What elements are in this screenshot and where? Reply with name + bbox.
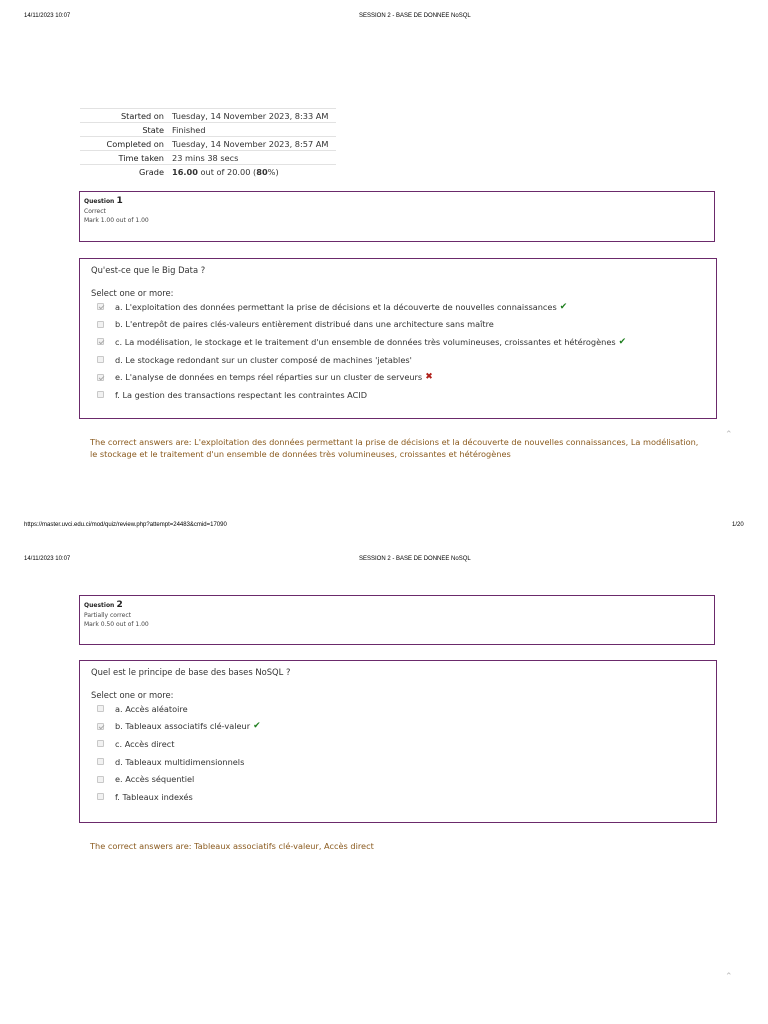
answer-prompt: Select one or more: — [91, 690, 174, 700]
option-text: e. L'analyse de données en temps réel réparties sur un cluster de serveurs — [115, 372, 423, 383]
answer-checkbox[interactable] — [97, 303, 104, 310]
summary-value: Tuesday, 14 November 2023, 8:57 AM — [172, 139, 329, 149]
grade-out-of: out of 20.00 ( — [197, 167, 257, 177]
feedback-line: le stockage et le traitement d'un ensemble de données très volumineuses, croissantes et hétérogènes — [90, 449, 511, 459]
option-text: a. Accès aléatoire — [115, 703, 188, 714]
answer-checkbox[interactable] — [97, 356, 104, 363]
summary-value — [170, 165, 336, 179]
answer-checkbox[interactable] — [97, 793, 104, 800]
option-text: f. La gestion des transactions respectant les contraintes ACID — [115, 389, 368, 400]
print-datetime: 14/11/2023 10:07 — [24, 556, 71, 562]
answer-option[interactable] — [91, 316, 716, 334]
question-grade: Mark 0.50 out of 1.00 — [84, 621, 149, 628]
correct-answer-feedback — [90, 436, 710, 460]
question-content-box — [79, 660, 717, 823]
answer-checkbox[interactable] — [97, 723, 104, 730]
question-number: Question 2 — [84, 600, 123, 610]
summary-row-grade — [80, 165, 336, 179]
answer-option[interactable] — [91, 770, 716, 788]
chevron-up-icon[interactable]: ⌃ — [725, 430, 733, 440]
chevron-up-icon[interactable]: ⌃ — [725, 972, 733, 982]
answer-option[interactable] — [91, 718, 716, 736]
summary-value: Tuesday, 14 November 2023, 8:33 AM — [172, 111, 329, 121]
question-grade: Mark 1.00 out of 1.00 — [84, 217, 149, 224]
summary-label: Completed on — [106, 139, 164, 149]
answer-checkbox[interactable] — [97, 391, 104, 398]
answer-option[interactable] — [91, 333, 716, 351]
answer-option[interactable] — [91, 753, 716, 771]
feedback-line: The correct answers are: Tableaux associatifs clé-valeur, Accès direct — [90, 841, 374, 851]
answer-option[interactable] — [91, 788, 716, 806]
summary-value: Finished — [172, 125, 206, 135]
answer-option[interactable] — [91, 368, 716, 386]
option-text: e. Accès séquentiel — [115, 774, 195, 785]
summary-label: Started on — [120, 111, 164, 121]
summary-label: Time taken — [118, 153, 164, 163]
option-text: a. L'exploitation des données permettant la prise de décisions et la découverte de nouvelles connaissances — [115, 301, 557, 312]
feedback-line: The correct answers are: L'exploitation des données permettant la prise de décisions et la découverte de nouvelles connaissances, La modélisation, — [90, 437, 699, 447]
question-content-box — [79, 258, 717, 419]
print-page-number: 1/20 — [732, 522, 744, 528]
option-text: c. La modélisation, le stockage et le traitement d'un ensemble de données très volumineuses, croissantes et hétérogènes — [115, 336, 616, 347]
question-state: Partially correct — [84, 612, 131, 619]
question-info-box — [79, 191, 715, 242]
option-text: c. Accès direct — [115, 738, 175, 749]
option-text: d. Tableaux multidimensionnels — [115, 756, 245, 767]
answer-prompt: Select one or more: — [91, 288, 174, 298]
question-info-box — [79, 595, 715, 645]
attempt-summary-table — [80, 108, 336, 178]
answer-option[interactable] — [91, 735, 716, 753]
print-datetime: 14/11/2023 10:07 — [24, 13, 71, 19]
option-text: b. L'entrepôt de paires clés-valeurs entièrement distribué dans une architecture sans maître — [115, 319, 494, 330]
print-title: SESSION 2 - BASE DE DONNEE NoSQL — [359, 13, 471, 19]
summary-row-completed — [80, 137, 336, 151]
answer-checkbox[interactable] — [97, 740, 104, 747]
answer-options — [91, 700, 716, 806]
grade-percent: 80 — [256, 167, 268, 177]
option-text: f. Tableaux indexés — [115, 791, 193, 802]
print-title: SESSION 2 - BASE DE DONNEE NoSQL — [359, 556, 471, 562]
summary-label: State — [142, 125, 164, 135]
answer-option[interactable] — [91, 351, 716, 369]
check-icon: ✔ — [559, 301, 568, 312]
cross-icon: ✖ — [425, 372, 433, 383]
answer-checkbox[interactable] — [97, 374, 104, 381]
question-text: Quel est le principe de base des bases NoSQL ? — [91, 667, 291, 677]
answer-option[interactable] — [91, 298, 716, 316]
question-state: Correct — [84, 208, 106, 215]
answer-checkbox[interactable] — [97, 321, 104, 328]
answer-option[interactable] — [91, 386, 716, 404]
summary-row-time-taken — [80, 151, 336, 165]
question-text: Qu'est-ce que le Big Data ? — [91, 265, 206, 275]
answer-options — [91, 298, 716, 404]
summary-row-started — [80, 109, 336, 123]
summary-value: 23 mins 38 secs — [172, 153, 239, 163]
answer-option[interactable] — [91, 700, 716, 718]
check-icon: ✔ — [618, 336, 627, 347]
print-url: https://master.uvci.edu.ci/mod/quiz/review.php?attempt=24483&cmid=17090 — [24, 522, 227, 528]
question-number: Question 1 — [84, 196, 123, 206]
correct-answer-feedback — [90, 840, 710, 852]
answer-checkbox[interactable] — [97, 338, 104, 345]
answer-checkbox[interactable] — [97, 776, 104, 783]
answer-checkbox[interactable] — [97, 758, 104, 765]
option-text: b. Tableaux associatifs clé-valeur — [115, 721, 251, 732]
grade-score: 16.00 — [172, 167, 198, 177]
summary-label: Grade — [139, 167, 164, 177]
option-text: d. Le stockage redondant sur un cluster composé de machines 'jetables' — [115, 354, 412, 365]
check-icon: ✔ — [253, 721, 261, 732]
answer-checkbox[interactable] — [97, 705, 104, 712]
grade-close: %) — [267, 167, 279, 177]
summary-row-state — [80, 123, 336, 137]
